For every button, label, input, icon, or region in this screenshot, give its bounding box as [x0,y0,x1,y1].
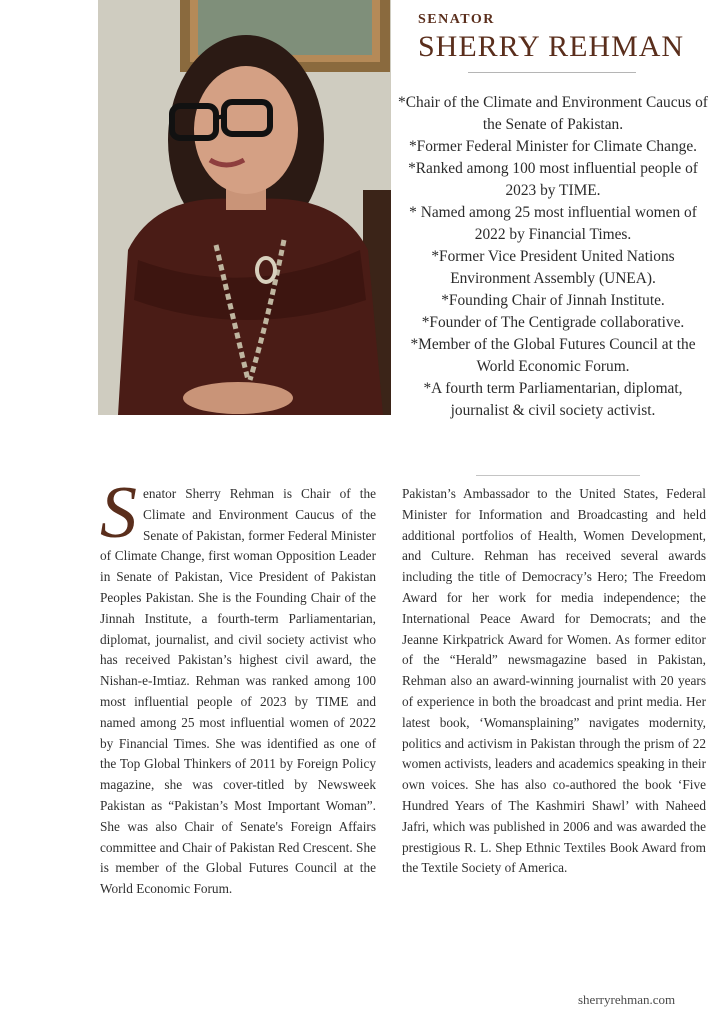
credential-item: *Chair of the Climate and Environment Caucus of the Senate of Pakistan. [398,94,708,133]
credential-item: *Former Federal Minister for Climate Change. [408,138,698,155]
drop-cap: S [100,472,137,554]
credential-item: *Former Vice President United Nations Environment Assembly (UNEA). [431,248,675,287]
credential-item: * Named among 25 most influential women of 2022 by Financial Times. [409,204,697,243]
credential-item: *Member of the Global Futures Council at the World Economic Forum. [410,336,696,375]
portrait-photo [98,0,391,415]
bio-left-text: enator Sherry Rehman is Chair of the Climate and Environment Caucus of the Senate of Pakistan, former Federal Minister of Climate Change, first woman Opposition Leader in Senate of Pakistan, Vice President of Pakistan Peoples Pakistan. She is the Founding Chair of the Jinnah Institute, a fourth-term Parliamentarian, diplomat, journalist, and civil society activist who has received Pakistan’s highest civil award, the Nishan-e-Imtiaz. Rehman was ranked among 100 most influential people of 2023 by TIME and named among 25 most influential women of 2022 by Financial Times. She was identified as one of the Top Global Thinkers of 2011 by Foreign Policy magazine, she was cover-titled by Newsweek Pakistan as “Pakistan’s Most Important Woman”. She was also Chair of Senate's Foreign Affairs committee and Chair of Pakistan Red Crescent. She is member of the Global Futures Council at the World Economic Forum. [100,486,376,897]
title-eyebrow: SENATOR [418,12,495,27]
section-divider [476,475,640,476]
bio-left-column [100,472,376,900]
credential-item: *Founding Chair of Jinnah Institute. [441,292,665,309]
website-link[interactable]: sherryrehman.com [578,992,676,1007]
portrait-illustration [98,0,391,415]
header-divider [468,72,636,73]
bio-right-column [402,484,706,879]
senator-name-heading: SHERRY REHMAN [418,30,685,63]
credentials-list [398,92,708,422]
credential-item: *Founder of The Centigrade collaborative. [421,314,685,331]
bio-right-text: Pakistan’s Ambassador to the United States, Federal Minister for Information and Broadcasting and held additional portfolios of Health, Women Development, and Culture. Rehman has received several awards including the title of Democracy’s Hero; The Freedom Award for her work for media independence; the International Peace Award for Democrats; and the Jeanne Kirkpatrick Award for Women. As former editor of the “Herald” newsmagazine based in Pakistan, Rehman also an award-winning journalist with 20 years of experience in both the broadcast and print media. Her latest book, ‘Womansplaining” navigates modernity, politics and activism in Pakistan through the prism of 22 women activists, leaders and academics speaking in their own voices. She has also co-authored the book ‘Five Hundred Years of The Kashmiri Shawl’ with Naheed Jafri, which was published in 2006 and was awarded the prestigious R. L. Shep Ethnic Textiles Book Award from the Textile Society of America. [402,486,706,876]
credential-item: *Ranked among 100 most influential people of 2023 by TIME. [408,160,698,199]
credential-item: *A fourth term Parliamentarian, diplomat, journalist & civil society activist. [423,380,683,419]
